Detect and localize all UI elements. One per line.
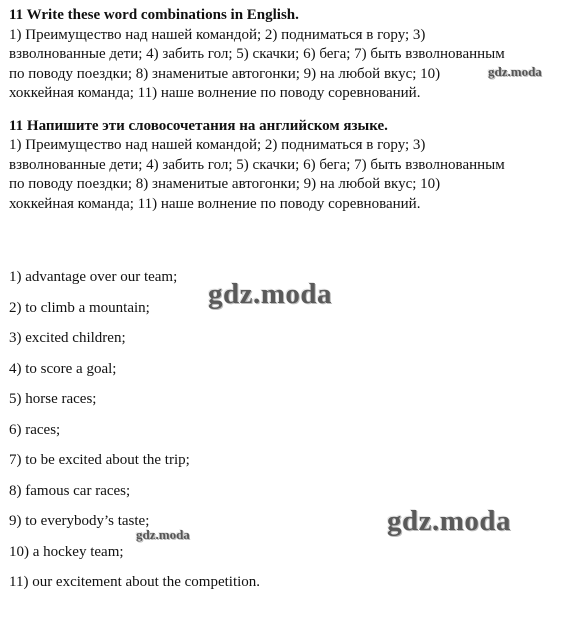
answer-item: 11) our excitement about the competition. <box>9 574 261 590</box>
task-line: хоккейная команда; 11) наше волнение по поводу соревнований. <box>9 195 421 212</box>
task-line: взволнованные дети; 4) забить гол; 5) скачки; 6) бега; 7) быть взволнованным <box>9 156 505 173</box>
answer-item: 2) to climb a mountain; <box>9 299 150 316</box>
answer-item: 6) races; <box>9 421 61 438</box>
answer-item: 1) advantage over our team; <box>9 269 178 285</box>
task-block-english <box>9 6 575 104</box>
answer-item: 9) to everybody’s taste; <box>9 513 150 529</box>
task-line: 1) Преимущество над нашей командой; 2) подниматься в гору; 3) <box>9 137 426 153</box>
task-line: по поводу поездки; 8) знаменитые автогонки; 9) на любой вкус; 10) <box>9 176 441 192</box>
watermark-small: gdz.moda <box>488 64 542 79</box>
answer-item: 10) a hockey team; <box>9 543 124 560</box>
watermark-large: gdz.moda <box>208 278 333 310</box>
task-line: взволнованные дети; 4) забить гол; 5) скачки; 6) бега; 7) быть взволнованным <box>9 46 505 62</box>
task-block-russian <box>9 117 575 215</box>
answer-item: 5) horse races; <box>9 391 97 407</box>
watermark-large: gdz.moda <box>387 505 512 537</box>
answer-item: 3) excited children; <box>9 330 126 346</box>
answer-item: 7) to be excited about the trip; <box>9 452 190 468</box>
watermark-small: gdz.moda <box>136 527 190 542</box>
task-title-russian: 11 Напишите эти словосочетания на английском языке. <box>9 117 388 134</box>
task-line: 1) Преимущество над нашей командой; 2) подниматься в гору; 3) <box>9 26 426 43</box>
task-title-english: 11 Write these word combinations in English. <box>9 7 299 23</box>
task-line: хоккейная команда; 11) наше волнение по поводу соревнований. <box>9 85 421 101</box>
answer-list <box>9 270 575 606</box>
answer-item: 8) famous car races; <box>9 482 131 499</box>
task-line: по поводу поездки; 8) знаменитые автогонки; 9) на любой вкус; 10) <box>9 65 441 82</box>
answer-item: 4) to score a goal; <box>9 360 117 377</box>
